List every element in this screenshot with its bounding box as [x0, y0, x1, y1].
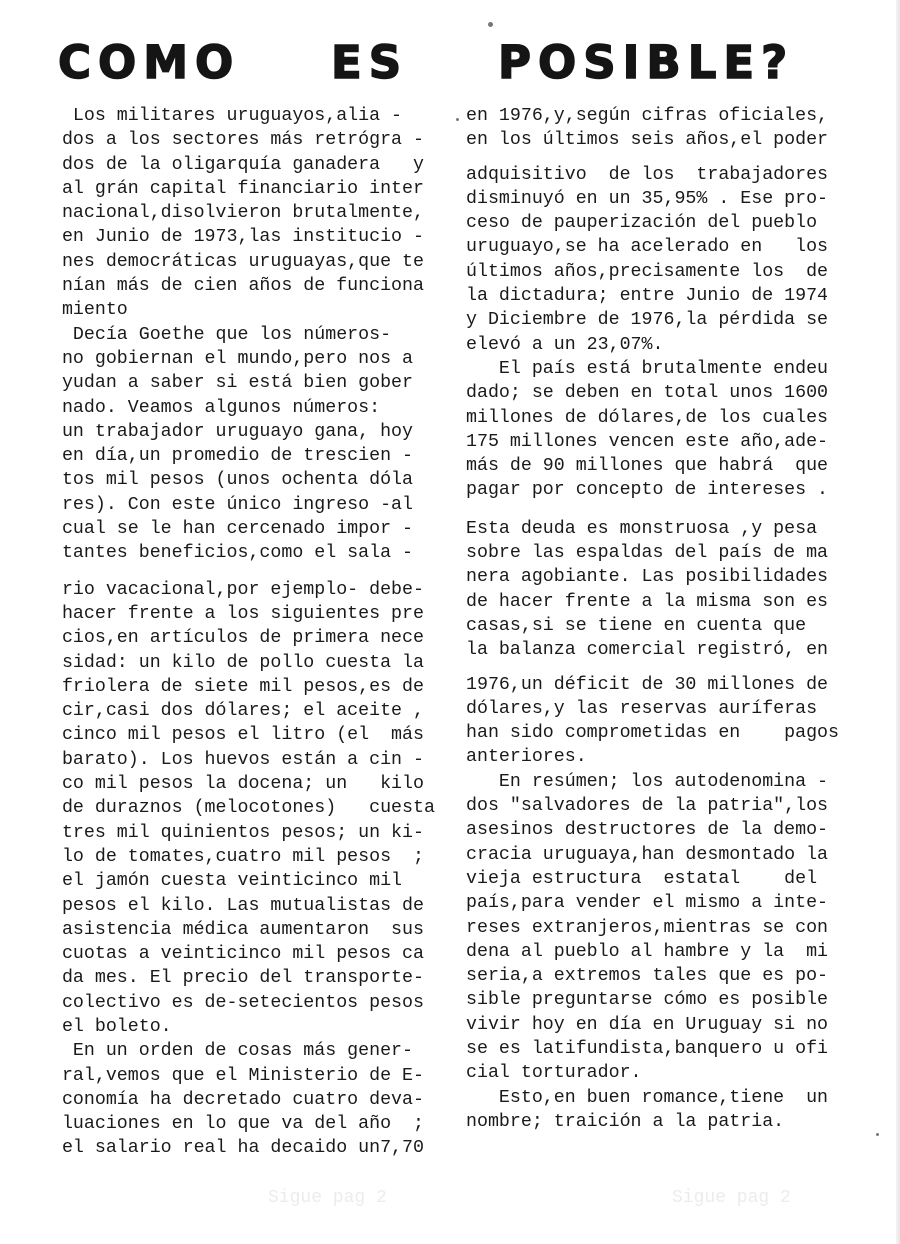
text-line: dena al pueblo al hambre y la mi: [466, 941, 829, 962]
text-line: de hacer frente a la misma son es: [466, 591, 829, 612]
text-line: casas,si se tiene en cuenta que: [466, 615, 807, 636]
text-line: El país está brutalmente endeu: [466, 358, 829, 379]
text-line: millones de dólares,de los cuales: [466, 407, 829, 428]
text-line: nacional,disolvieron brutalmente,: [40, 203, 424, 224]
headline-word-3: POSIBLE?: [498, 36, 795, 89]
text-line: Esta deuda es monstruosa ,y pesa: [466, 518, 818, 539]
right-column-block-1: [466, 104, 876, 153]
text-line: cial torturador.: [466, 1063, 642, 1084]
headline: [58, 36, 828, 92]
text-line: da mes. El precio del transporte-: [40, 968, 424, 989]
text-line: nían más de cien años de funciona: [40, 276, 424, 297]
text-line: nes democráticas uruguayas,que te: [40, 251, 424, 272]
text-line: cracia uruguaya,han desmontado la: [466, 844, 829, 865]
text-line: dos "salvadores de la patria",los: [466, 796, 829, 817]
text-line: anteriores.: [466, 747, 587, 768]
text-line: el boleto.: [40, 1016, 172, 1037]
text-line: luaciones en lo que va del año ;: [40, 1114, 424, 1135]
right-column-block-3: [466, 517, 876, 663]
text-line: últimos años,precisamente los de: [466, 261, 829, 282]
text-line: cuotas a veinticinco mil pesos ca: [40, 944, 424, 965]
text-line: Esto,en buen romance,tiene un: [466, 1087, 829, 1108]
text-line: pagar por concepto de intereses .: [466, 480, 829, 501]
column-break: [40, 566, 450, 578]
text-line: tos mil pesos (unos ochenta dóla: [40, 470, 413, 491]
column-break: [466, 663, 876, 673]
text-line: dado; se deben en total unos 1600: [466, 383, 829, 404]
text-line: más de 90 millones que habrá que: [466, 456, 829, 477]
text-line: barato). Los huevos están a cin -: [40, 749, 424, 770]
text-line: sidad: un kilo de pollo cuesta la: [40, 652, 424, 673]
text-line: En un orden de cosas más gener-: [40, 1041, 413, 1062]
headline-word-1: COMO: [58, 36, 241, 89]
right-column-block-2: [466, 163, 876, 503]
text-line: en 1976,y,según cifras oficiales,: [466, 106, 829, 126]
text-line: asesinos destructores de la demo-: [466, 820, 829, 841]
text-line: dos de la oligarquía ganadera y: [40, 154, 424, 175]
text-line: En resúmen; los autodenomina -: [466, 771, 829, 792]
text-line: lo de tomates,cuatro mil pesos ;: [40, 846, 424, 867]
text-line: el salario real ha decaido un7,70: [40, 1138, 424, 1159]
text-line: asistencia médica aumentaron sus: [40, 919, 424, 940]
text-line: en día,un promedio de trescien -: [40, 446, 413, 467]
right-column-block-4: [466, 673, 876, 1135]
text-line: dólares,y las reservas auríferas: [466, 698, 818, 719]
text-line: vivir hoy en día en Uruguay si no: [466, 1014, 829, 1035]
text-line: sible preguntarse cómo es posible: [466, 990, 829, 1011]
text-line: en los últimos seis años,el poder: [466, 130, 829, 151]
text-line: cual se le han cercenado impor -: [40, 519, 413, 540]
text-line: el jamón cuesta veinticinco mil: [40, 871, 403, 892]
text-line: cinco mil pesos el litro (el más: [40, 725, 424, 746]
left-column: [40, 104, 450, 1161]
text-line: Los militares uruguayos,alia -: [40, 106, 403, 126]
text-line: ceso de pauperización del pueblo: [466, 213, 818, 234]
left-column-block-2: [40, 578, 450, 1161]
text-line: dos a los sectores más retrógra -: [40, 130, 424, 151]
text-line: pesos el kilo. Las mutualistas de: [40, 895, 424, 916]
text-line: la dictadura; entre Junio de 1974: [466, 286, 829, 307]
ink-speck: [488, 22, 493, 27]
text-line: seria,a extremos tales que es po-: [466, 966, 829, 987]
right-column: [466, 104, 876, 1134]
text-line: sobre las espaldas del país de ma: [466, 543, 829, 564]
text-line: un trabajador uruguayo gana, hoy: [40, 421, 413, 442]
text-line: nombre; traición a la patria.: [466, 1111, 785, 1132]
text-line: disminuyó en un 35,95% . Ese pro-: [466, 188, 829, 209]
page-edge: [896, 0, 900, 1244]
text-line: elevó a un 23,07%.: [466, 334, 664, 355]
text-line: conomía ha decretado cuatro deva-: [40, 1089, 424, 1110]
text-line: res). Con este único ingreso -al: [40, 494, 413, 515]
text-line: han sido comprometidas en pagos: [466, 723, 839, 744]
text-line: nera agobiante. Las posibilidades: [466, 567, 829, 588]
text-line: adquisitivo de los trabajadores: [466, 164, 829, 185]
text-line: reses extranjeros,mientras se con: [466, 917, 829, 938]
text-line: tres mil quinientos pesos; un ki-: [40, 822, 424, 843]
text-line: la balanza comercial registró, en: [466, 640, 829, 661]
text-line: friolera de siete mil pesos,es de: [40, 676, 424, 697]
text-line: yudan a saber si está bien gober: [40, 373, 413, 394]
text-line: al grán capital financiario inter: [40, 178, 424, 199]
text-line: de duraznos (melocotones) cuesta: [40, 798, 435, 819]
text-line: 175 millones vencen este año,ade-: [466, 431, 829, 452]
text-line: tantes beneficios,como el sala -: [40, 543, 413, 564]
text-line: colectivo es de-setecientos pesos: [40, 992, 424, 1013]
text-line: Decía Goethe que los números-: [40, 324, 392, 345]
text-line: nado. Veamos algunos números:: [40, 397, 381, 418]
text-line: en Junio de 1973,las institucio -: [40, 227, 424, 248]
column-break: [466, 153, 876, 163]
text-line: se es latifundista,banquero u ofi: [466, 1038, 829, 1059]
footer-ghost-text-left: Sigue pag 2: [268, 1188, 387, 1208]
headline-word-2: ES: [331, 36, 409, 89]
ink-speck: [876, 1133, 879, 1136]
text-line: y Diciembre de 1976,la pérdida se: [466, 310, 829, 331]
column-break: [466, 503, 876, 517]
text-line: ral,vemos que el Ministerio de E-: [40, 1065, 424, 1086]
text-line: cir,casi dos dólares; el aceite ,: [40, 701, 424, 722]
footer-ghost-text-right: Sigue pag 2: [672, 1188, 791, 1208]
text-line: no gobiernan el mundo,pero nos a: [40, 348, 413, 369]
text-line: rio vacacional,por ejemplo- debe-: [40, 579, 424, 600]
text-line: uruguayo,se ha acelerado en los: [466, 237, 829, 258]
text-line: vieja estructura estatal del: [466, 868, 818, 889]
ink-speck: [456, 118, 459, 121]
text-line: cios,en artículos de primera nece: [40, 628, 424, 649]
text-line: país,para vender el mismo a inte-: [466, 893, 829, 914]
text-line: co mil pesos la docena; un kilo: [40, 774, 424, 795]
text-line: hacer frente a los siguientes pre: [40, 603, 424, 624]
text-line: 1976,un déficit de 30 millones de: [466, 674, 829, 695]
text-line: miento: [40, 300, 128, 321]
left-column-block-1: [40, 104, 450, 566]
